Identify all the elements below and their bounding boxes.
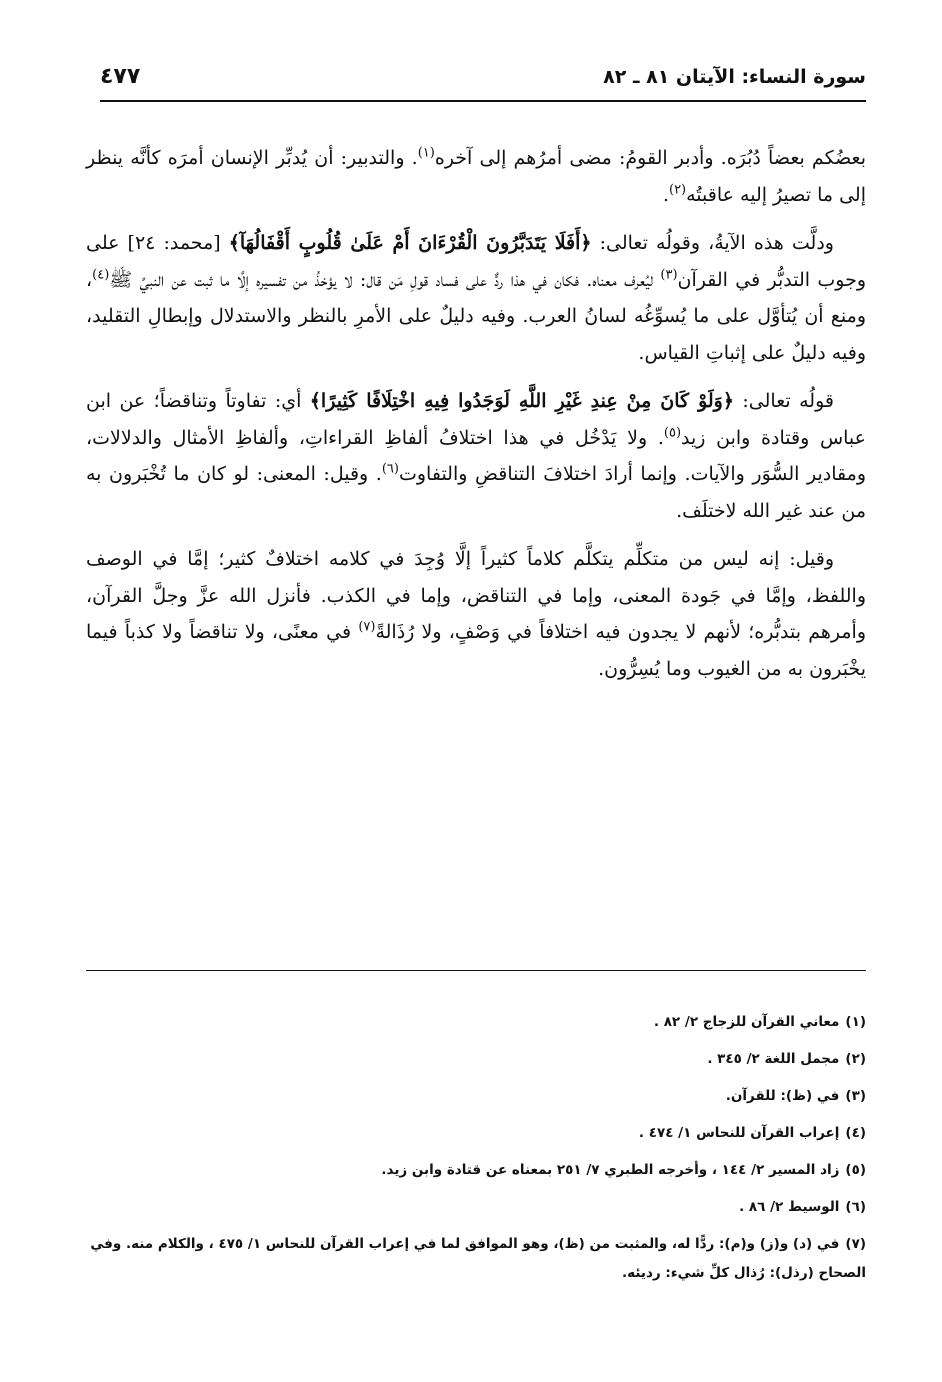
footnote-number: (٣) xyxy=(845,1088,866,1104)
footnote xyxy=(86,1156,866,1185)
main-text xyxy=(86,140,866,699)
footnotes-list xyxy=(86,1008,866,1288)
text-run: [محمد: ٢٤] على وجوب التدبُّر في القرآن xyxy=(86,232,866,291)
footnote-text: زاد المسير ٢/ ١٤٤ ، وأخرجه الطبري ٧/ ٢٥١ بمعناه عن قتادة وابن زيد. xyxy=(381,1162,840,1178)
footnote-number: (٥) xyxy=(845,1162,866,1178)
text-run: ودلَّت هذه الآيةُ، وقولُه تعالى: xyxy=(591,232,834,254)
text-run: . xyxy=(662,183,669,206)
page-number: ٤٧٧ xyxy=(100,64,141,89)
text-run: وقيل: إنه ليس من متكلِّم يتكلَّم كلاماً كثيراً إلَّا وُجِدَ في كلامه اختلافٌ كثير؛ إمَّا في الوصف واللفظ، وإمَّا في جَودة المعنى، وإما في التناقض، وإما في الكذب. فأنزل الله عزَّ وجلَّ القرآن، وأمرهم بتدبُّره؛ لأنهم لا يجدون فيه اختلافاً في وَصْفٍ، ولا رُذَالةً xyxy=(86,548,867,643)
footnote-text: في (ظ): للقرآن. xyxy=(725,1088,840,1104)
footnote-ref: (٥) xyxy=(663,425,682,441)
text-run: ، ومنع أن يُتأوَّل على ما يُسوِّغُه لسانُ العرب. وفيه دليلٌ على الأمرِ بالنظر والاستدلال وإبطالِ التقليد، وفيه دليلٌ على إثباتِ القياس. xyxy=(86,268,866,364)
footnote-text: مجمل اللغة ٢/ ٣٤٥ . xyxy=(707,1051,840,1067)
footnote-text: إعراب القرآن للنحاس ١/ ٤٧٤ . xyxy=(638,1125,840,1141)
footnote-number: (٧) xyxy=(845,1236,866,1252)
footnote-ref: (٦) xyxy=(381,461,399,477)
footnote-ref: (٣) xyxy=(660,267,678,283)
text-run: . ولا يَدْخُل في هذا اختلافُ ألفاظِ القراءاتِ، وألفاظِ الأمثال والدلالات، ومقادير السُّوَر والآيات. وإنما أرادَ اختلافَ التناقضِ والتفاوت xyxy=(86,426,866,485)
paragraph xyxy=(86,225,866,371)
footnote xyxy=(86,1119,866,1148)
paragraph xyxy=(86,383,866,529)
footnote-separator xyxy=(86,970,866,971)
footnote xyxy=(86,1045,866,1074)
footnote-ref: (١) xyxy=(417,145,435,161)
header-rule xyxy=(100,100,866,102)
footnote-number: (٦) xyxy=(845,1199,866,1215)
footnote-number: (١) xyxy=(845,1014,866,1030)
footnote xyxy=(86,1082,866,1111)
footnote-ref: (٢) xyxy=(668,182,687,198)
footnote-text: في (د) و(ز) و(م): ردًّا له، والمثبت من (ظ)، وهو الموافق لما في إعراب القرآن للنحاس ١/ ٤٧٥ ، والكلام منه. وفي الصحاح (رذل): رُذال كلِّ شيء: رديئه. xyxy=(90,1236,866,1281)
text-run: في معنًى، ولا تناقضاً ولا كذباً فيما يخْبَرون به من الغيوب وما يُسِرُّون. xyxy=(86,621,866,680)
text-run: . وقيل: المعنى: لو كان ما تُخْبَرون به من عند غير الله لاختلَف. xyxy=(86,463,866,522)
text-run: أي: تفاوتاً وتناقضاً؛ عن ابن عباس وقتادة وابن زيد xyxy=(86,390,867,449)
text-run: بعضُكم بعضاً دُبُرَه. وأدبر القومُ: مضى أمرُهم إلى آخره xyxy=(434,147,867,169)
paragraph xyxy=(86,140,866,213)
text-run: ليُعرف معناه. فكان في هذا ردٌّ على فساد قولِ مَن قال: لا يؤخذُ من تفسيره إلَّا ما ثبت عن النبيِّ ﷺ xyxy=(109,268,661,291)
page-header xyxy=(100,62,866,104)
footnote xyxy=(86,1008,866,1037)
footnote-number: (٢) xyxy=(845,1051,866,1067)
footnote-ref: (٤) xyxy=(92,267,110,283)
footnote-text: الوسيط ٢/ ٨٦ . xyxy=(739,1199,840,1215)
paragraph xyxy=(86,541,866,687)
footnote-ref: (٧) xyxy=(358,619,376,635)
quran-verse: ﴿أَفَلَا يَتَدَبَّرُونَ الْقُرْءَانَ أَمْ عَلَىٰ قُلُوبٍ أَقْفَالُهَآ﴾ xyxy=(228,232,592,254)
footnote xyxy=(86,1230,866,1288)
footnote-number: (٤) xyxy=(845,1125,866,1141)
text-run: قولُه تعالى: xyxy=(733,390,834,412)
quran-verse: ﴿وَلَوْ كَانَ مِنْ عِندِ غَيْرِ اللَّهِ لَوَجَدُوا فِيهِ اخْتِلَافًا كَثِيرًا﴾ xyxy=(309,390,734,412)
text-run: . والتدبير: أن يُدبِّر الإنسان أمرَه كأنَّه ينظر إلى ما تصيرُ إليه عاقبتُه xyxy=(86,147,866,206)
running-title: سورة النساء: الآيتان ٨١ ـ ٨٢ xyxy=(603,66,866,88)
footnote xyxy=(86,1193,866,1222)
footnote-text: معاني القرآن للزجاج ٢/ ٨٢ . xyxy=(653,1014,840,1030)
